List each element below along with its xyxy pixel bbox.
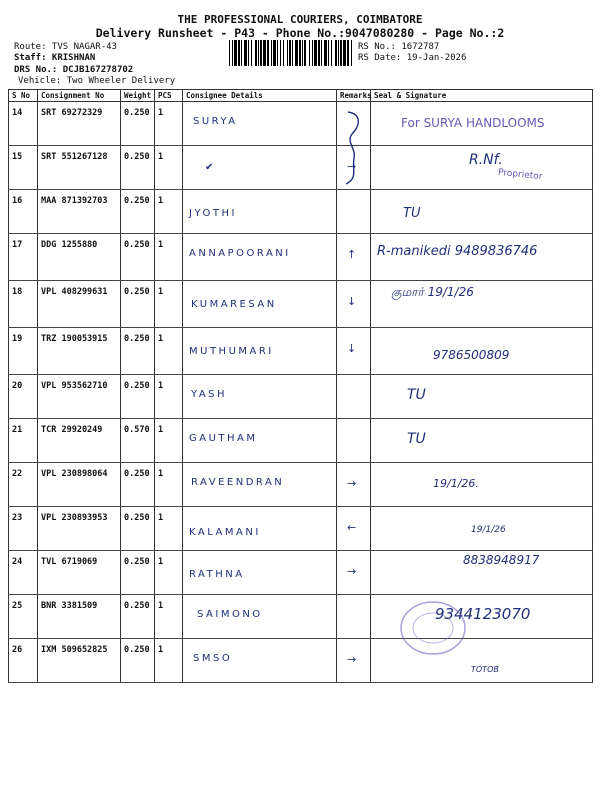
barcode-bar (340, 40, 342, 66)
barcode-bar (287, 40, 288, 66)
barcode-bar (260, 40, 262, 66)
weight-cell: 0.250 (121, 328, 155, 375)
rs-number: RS No.: 1672787 (358, 42, 440, 52)
weight-cell: 0.250 (121, 507, 155, 551)
barcode-bar (335, 40, 337, 66)
serial-number-cell: 25 (9, 595, 38, 639)
staff-label: Staff: KRISHNAN (14, 53, 96, 63)
weight-cell: 0.250 (121, 375, 155, 419)
signature-text: குமார் 19/1/26 (391, 285, 474, 299)
consignee-name: MUTHUMARI (189, 346, 274, 357)
signature-text: 9786500809 (433, 348, 510, 362)
remark-mark: ↓ (347, 295, 357, 308)
consignment-number-cell: SRT 551267128 (38, 146, 121, 190)
consignment-number-cell: MAA 871392703 (38, 190, 121, 234)
barcode-bar (258, 40, 259, 66)
serial-number-cell: 19 (9, 328, 38, 375)
barcode-bar (302, 40, 303, 66)
pieces-cell: 1 (155, 328, 183, 375)
column-header: PCS (155, 90, 183, 102)
barcode-bar (324, 40, 327, 66)
table-row (9, 234, 593, 281)
barcode-bar (347, 40, 349, 66)
table-row (9, 551, 593, 595)
signature-cell (371, 507, 593, 551)
consignment-number-cell: VPL 408299631 (38, 281, 121, 328)
weight-cell: 0.250 (121, 551, 155, 595)
pieces-cell: 1 (155, 551, 183, 595)
serial-number-cell: 14 (9, 102, 38, 146)
consignment-number-cell: DDG 1255880 (38, 234, 121, 281)
barcode-bar (267, 40, 269, 66)
barcode-bar (283, 40, 284, 66)
column-header: Seal & Signature (371, 90, 593, 102)
signature-text: 19/1/26 (471, 525, 506, 535)
barcode-bar (232, 40, 233, 66)
consignee-name: JYOTHI (189, 208, 237, 219)
consignee-name: GAUTHAM (189, 433, 258, 444)
table-header-row (9, 90, 593, 102)
consignee-cell (183, 281, 337, 328)
table-row (9, 463, 593, 507)
serial-number-cell: 18 (9, 281, 38, 328)
barcode-bar (312, 40, 313, 66)
serial-number-cell: 17 (9, 234, 38, 281)
signature-text: TU (403, 206, 421, 221)
barcode-bar (273, 40, 276, 66)
table-row (9, 419, 593, 463)
signature-cell (371, 328, 593, 375)
remarks-cell (337, 375, 371, 419)
consignee-name: SMSO (193, 653, 233, 664)
barcode-bar (295, 40, 298, 66)
barcode-bar (343, 40, 346, 66)
serial-number-cell: 26 (9, 639, 38, 683)
pieces-cell: 1 (155, 102, 183, 146)
table-row (9, 102, 593, 146)
remarks-cell (337, 419, 371, 463)
remarks-cell (337, 190, 371, 234)
consignment-number-cell: TCR 29920249 (38, 419, 121, 463)
serial-number-cell: 16 (9, 190, 38, 234)
rs-date: RS Date: 19-Jan-2026 (358, 53, 467, 63)
barcode-bar (289, 40, 291, 66)
consignee-name: RATHNA (189, 569, 245, 580)
column-header: Consignee Details (183, 90, 337, 102)
remark-mark: → (347, 160, 357, 173)
consignment-number-cell: VPL 230893953 (38, 507, 121, 551)
column-header: Consignment No (38, 90, 121, 102)
weight-cell: 0.250 (121, 595, 155, 639)
signature-text: For SURYA HANDLOOMS (401, 116, 545, 130)
signature-text: 8838948917 (463, 553, 540, 567)
consignment-number-cell: SRT 69272329 (38, 102, 121, 146)
weight-cell: 0.250 (121, 234, 155, 281)
consignee-cell (183, 595, 337, 639)
signature-text: TU (407, 387, 426, 403)
serial-number-cell: 23 (9, 507, 38, 551)
weight-cell: 0.250 (121, 146, 155, 190)
table-row (9, 507, 593, 551)
remark-mark: ↑ (347, 248, 357, 261)
remarks-cell (337, 551, 371, 595)
barcode-bar (314, 40, 317, 66)
signature-text: TU (407, 431, 426, 447)
consignee-name: RAVEENDRAN (191, 477, 285, 488)
weight-cell: 0.250 (121, 102, 155, 146)
signature-text: 19/1/26. (433, 477, 479, 490)
consignment-number-cell: IXM 509652825 (38, 639, 121, 683)
consignment-number-cell: TVL 6719069 (38, 551, 121, 595)
column-header: S No (9, 90, 38, 102)
consignee-cell (183, 146, 337, 190)
consignee-cell (183, 375, 337, 419)
consignee-name: KUMARESAN (191, 299, 277, 310)
serial-number-cell: 20 (9, 375, 38, 419)
weight-cell: 0.250 (121, 190, 155, 234)
consignee-cell (183, 551, 337, 595)
remark-mark: ← (347, 521, 357, 534)
weight-cell: 0.570 (121, 419, 155, 463)
seal-stamp (398, 598, 468, 658)
drs-label: DRS No.: DCJB167278702 (14, 65, 134, 75)
barcode-bar (331, 40, 332, 66)
consignee-cell (183, 328, 337, 375)
table-row (9, 375, 593, 419)
consignee-cell (183, 639, 337, 683)
column-header: Remarks (337, 90, 371, 102)
pieces-cell: 1 (155, 463, 183, 507)
barcode-bar (321, 40, 322, 66)
table-row (9, 639, 593, 683)
barcode-bar (251, 40, 252, 66)
signature-cell (371, 463, 593, 507)
weight-cell: 0.250 (121, 281, 155, 328)
barcode-bar (244, 40, 247, 66)
barcode-bar (318, 40, 320, 66)
barcode (229, 40, 355, 66)
consignee-name: ANNAPOORANI (189, 248, 291, 259)
brace-mark (340, 108, 370, 188)
consignee-name: YASH (191, 389, 228, 400)
signature-cell (371, 419, 593, 463)
barcode-bar (309, 40, 310, 66)
remarks-cell (337, 639, 371, 683)
remarks-cell (337, 281, 371, 328)
consignee-cell (183, 234, 337, 281)
barcode-bar (271, 40, 272, 66)
consignment-number-cell: VPL 230898064 (38, 463, 121, 507)
signature-cell (371, 102, 593, 146)
signature-text: R.Nf. (469, 152, 503, 168)
serial-number-cell: 21 (9, 419, 38, 463)
consignment-number-cell: BNR 3381509 (38, 595, 121, 639)
consignee-cell (183, 102, 337, 146)
pieces-cell: 1 (155, 190, 183, 234)
pieces-cell: 1 (155, 595, 183, 639)
signature-cell (371, 375, 593, 419)
vehicle-label: Vehicle: Two Wheeler Delivery (18, 76, 176, 86)
signature-text: R-manikedi 9489836746 (377, 244, 538, 259)
consignee-cell (183, 190, 337, 234)
pieces-cell: 1 (155, 375, 183, 419)
weight-cell: 0.250 (121, 639, 155, 683)
barcode-bar (304, 40, 306, 66)
barcode-bar (351, 40, 352, 66)
pieces-cell: 1 (155, 507, 183, 551)
table-row (9, 595, 593, 639)
column-header: Weight (121, 90, 155, 102)
company-title: THE PROFESSIONAL COURIERS, COIMBATORE (177, 13, 423, 26)
barcode-bar (263, 40, 266, 66)
remark-mark: → (347, 477, 357, 490)
consignment-number-cell: TRZ 190053915 (38, 328, 121, 375)
runsheet-subtitle: Delivery Runsheet - P43 - Phone No.:9047080280 - Page No.:2 (95, 26, 505, 40)
barcode-bar (292, 40, 293, 66)
barcode-bar (238, 40, 240, 66)
weight-cell: 0.250 (121, 463, 155, 507)
barcode-bar (255, 40, 257, 66)
signature-text: 9344123070 (435, 605, 531, 623)
barcode-bar (338, 40, 339, 66)
signature-cell (371, 551, 593, 595)
signature-cell (371, 146, 593, 190)
consignee-name: ✔ (205, 162, 216, 173)
remarks-cell (337, 463, 371, 507)
remark-mark: → (347, 653, 357, 666)
consignee-name: SAIMONO (197, 609, 263, 620)
barcode-bar (241, 40, 242, 66)
barcode-bar (328, 40, 329, 66)
route-label: Route: TVS NAGAR-43 (14, 42, 117, 52)
consignee-cell (183, 463, 337, 507)
consignee-name: KALAMANI (189, 527, 261, 538)
remarks-cell (337, 328, 371, 375)
barcode-bar (248, 40, 249, 66)
table-row (9, 328, 593, 375)
signature-cell (371, 190, 593, 234)
serial-number-cell: 22 (9, 463, 38, 507)
barcode-bar (280, 40, 281, 66)
consignee-cell (183, 507, 337, 551)
serial-number-cell: 24 (9, 551, 38, 595)
pieces-cell: 1 (155, 639, 183, 683)
signature-cell (371, 281, 593, 328)
remark-mark: → (347, 565, 357, 578)
signature-cell (371, 234, 593, 281)
remarks-cell (337, 507, 371, 551)
table-row (9, 190, 593, 234)
barcode-bar (277, 40, 278, 66)
proprietor-stamp: Proprietor (497, 167, 543, 183)
pieces-cell: 1 (155, 234, 183, 281)
signature-text: TOTOB (471, 665, 499, 674)
remarks-cell (337, 234, 371, 281)
consignee-name: SURYA (193, 116, 238, 127)
barcode-bar (299, 40, 301, 66)
pieces-cell: 1 (155, 419, 183, 463)
barcode-bar (229, 40, 230, 66)
serial-number-cell: 15 (9, 146, 38, 190)
barcode-bar (234, 40, 237, 66)
consignment-number-cell: VPL 953562710 (38, 375, 121, 419)
remark-mark: ↓ (347, 342, 357, 355)
pieces-cell: 1 (155, 146, 183, 190)
table-row (9, 281, 593, 328)
pieces-cell: 1 (155, 281, 183, 328)
consignee-cell (183, 419, 337, 463)
remarks-cell (337, 595, 371, 639)
